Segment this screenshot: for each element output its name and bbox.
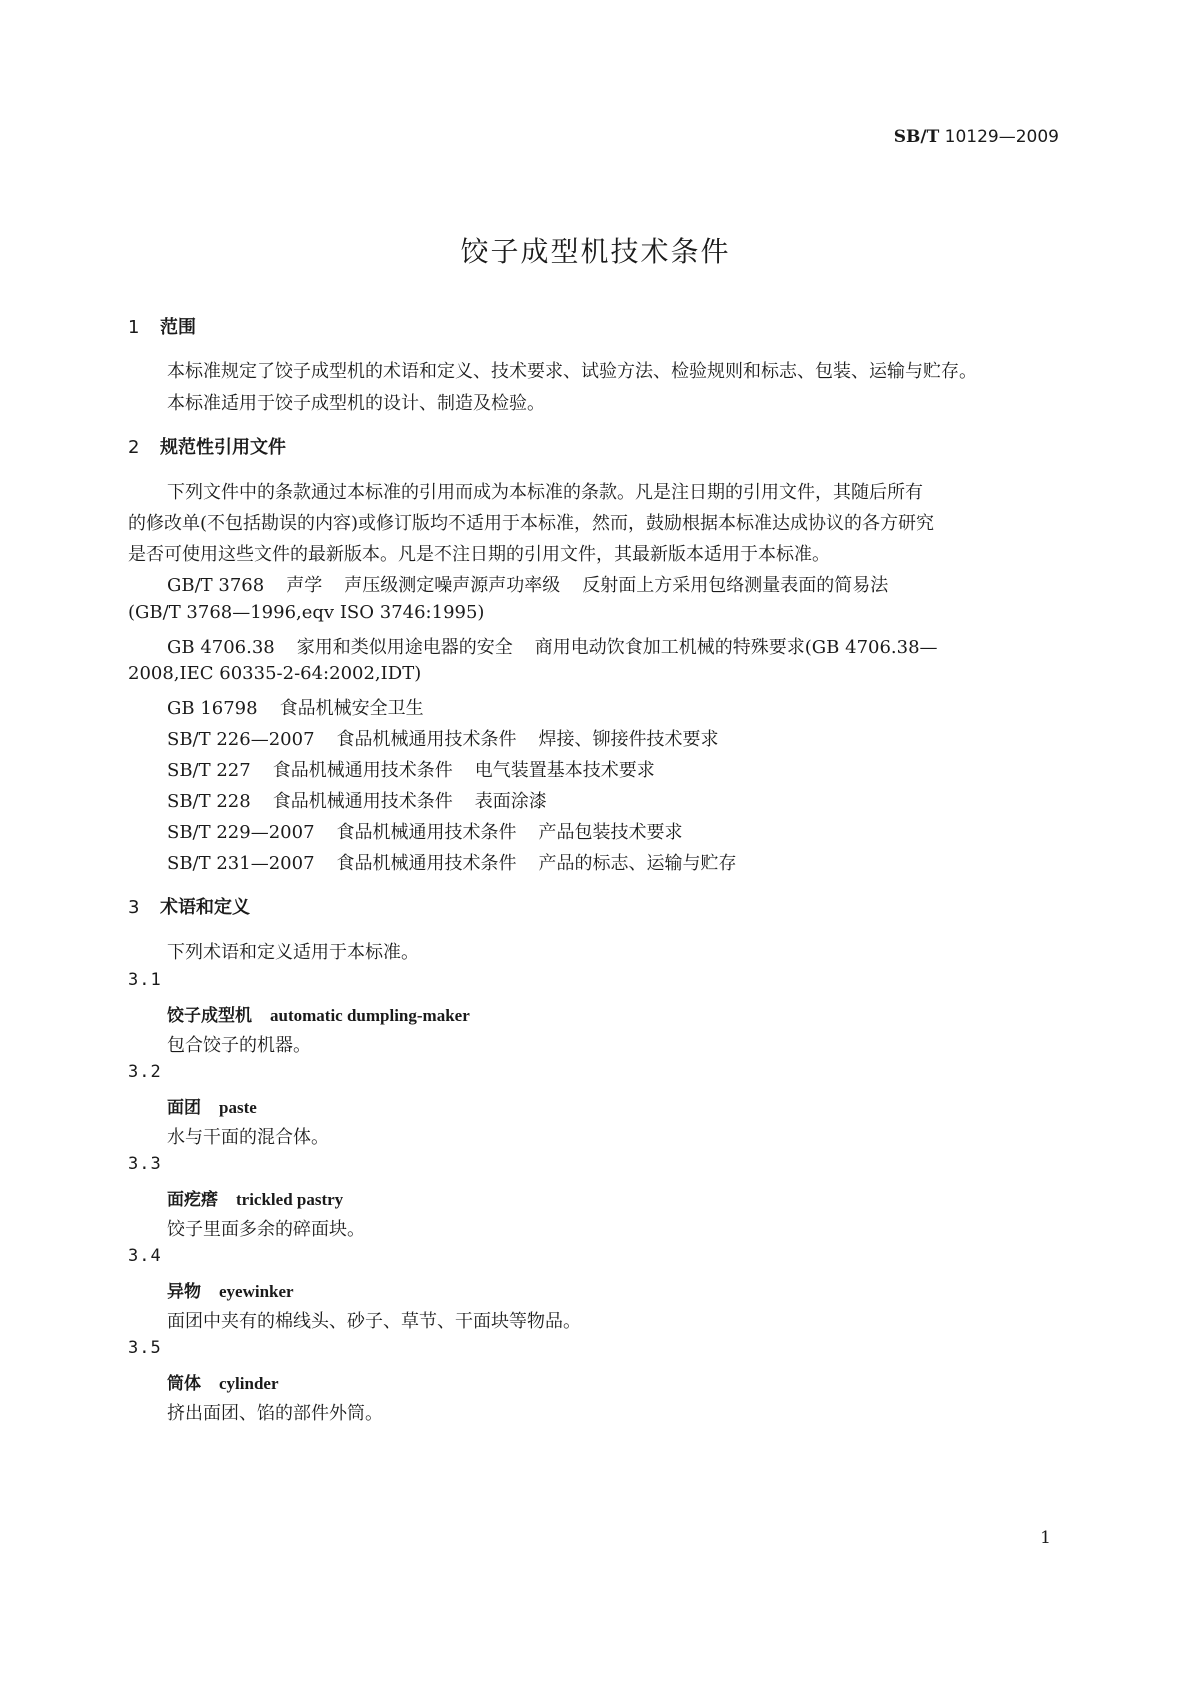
reference-item	[167, 787, 547, 813]
standard-number: 10129—2009	[944, 127, 1059, 147]
term-definition: 水与干面的混合体。	[167, 1127, 329, 1148]
normative-intro-line-2: 的修改单(不包括勘误的内容)或修订版均不适用于本标准，然而，鼓励根据本标准达成协议的各方研究	[128, 513, 935, 534]
term-zh: 面疙瘩	[167, 1190, 218, 1210]
term-en: trickled pastry	[236, 1190, 344, 1209]
reference-item	[167, 694, 424, 720]
reference-code: GB 16798	[167, 698, 258, 719]
term-zh: 面团	[167, 1098, 201, 1118]
reference-continuation: (GB/T 3768—1996,eqv ISO 3746:1995)	[128, 602, 485, 623]
reference-title: 食品机械通用技术条件	[336, 822, 517, 843]
reference-item	[167, 818, 683, 844]
reference-continuation: 2008,IEC 60335-2-64:2002,IDT)	[128, 663, 422, 684]
section-heading-3	[128, 893, 250, 919]
normative-intro-line-3: 是否可使用这些文件的最新版本。凡是不注日期的引用文件，其最新版本适用于本标准。	[128, 544, 830, 565]
term-definition: 饺子里面多余的碎面块。	[167, 1219, 365, 1240]
term-number: 3.5	[128, 1338, 162, 1358]
standard-code	[894, 127, 1059, 147]
reference-code: GB 4706.38	[167, 637, 275, 658]
term-heading	[167, 1093, 257, 1118]
reference-item	[167, 725, 719, 751]
reference-title: 声学	[286, 575, 323, 596]
standard-prefix: SB/T	[893, 127, 940, 147]
normative-intro-line-1: 下列文件中的条款通过本标准的引用而成为本标准的条款。凡是注日期的引用文件，其随后所有	[167, 482, 923, 503]
page-number: 1	[1040, 1528, 1051, 1548]
reference-title: 家用和类似用途电器的安全	[296, 637, 513, 658]
term-number: 3.1	[128, 970, 162, 990]
scope-paragraph-1: 本标准规定了饺子成型机的术语和定义、技术要求、试验方法、检验规则和标志、包装、运输与贮存。	[167, 361, 977, 382]
term-number: 3.2	[128, 1062, 162, 1082]
reference-title: 产品的标志、运输与贮存	[538, 853, 737, 874]
term-zh: 异物	[167, 1282, 201, 1302]
reference-item	[167, 849, 737, 875]
term-heading	[167, 1369, 279, 1394]
reference-code: SB/T 228	[167, 791, 251, 812]
reference-title: 焊接、铆接件技术要求	[538, 729, 719, 750]
section-number: 1	[128, 317, 140, 338]
terms-intro: 下列术语和定义适用于本标准。	[167, 942, 419, 963]
term-heading	[167, 1001, 470, 1026]
term-zh: 饺子成型机	[167, 1006, 252, 1026]
section-title: 范围	[160, 317, 196, 338]
reference-item	[167, 633, 938, 659]
reference-title: 食品机械通用技术条件	[336, 853, 517, 874]
term-en: cylinder	[219, 1374, 279, 1393]
reference-title: 商用电动饮食加工机械的特殊要求(GB 4706.38—	[534, 637, 938, 658]
document-title: 饺子成型机技术条件	[460, 235, 731, 268]
reference-title: 食品机械通用技术条件	[336, 729, 517, 750]
term-number: 3.3	[128, 1154, 162, 1174]
section-number: 2	[128, 437, 140, 458]
reference-code: GB/T 3768	[167, 575, 265, 596]
section-heading-1	[128, 313, 196, 339]
term-number: 3.4	[128, 1246, 162, 1266]
term-zh: 筒体	[167, 1374, 201, 1394]
section-title: 规范性引用文件	[160, 437, 286, 458]
reference-code: SB/T 229—2007	[167, 822, 315, 843]
section-number: 3	[128, 897, 140, 918]
reference-code: SB/T 227	[167, 760, 251, 781]
reference-code: SB/T 231—2007	[167, 853, 315, 874]
reference-item	[167, 756, 655, 782]
reference-title: 反射面上方采用包络测量表面的简易法	[582, 575, 889, 596]
reference-title: 电气装置基本技术要求	[474, 760, 655, 781]
section-heading-2	[128, 433, 286, 459]
term-definition: 挤出面团、馅的部件外筒。	[167, 1403, 383, 1424]
reference-code: SB/T 226—2007	[167, 729, 315, 750]
reference-item	[167, 571, 888, 597]
scope-paragraph-2: 本标准适用于饺子成型机的设计、制造及检验。	[167, 393, 545, 414]
reference-title: 食品机械通用技术条件	[272, 760, 453, 781]
section-title: 术语和定义	[160, 897, 250, 918]
term-heading	[167, 1185, 343, 1210]
term-definition: 包合饺子的机器。	[167, 1035, 311, 1056]
term-en: automatic dumpling-maker	[270, 1006, 470, 1025]
reference-title: 表面涂漆	[474, 791, 547, 812]
reference-title: 食品机械通用技术条件	[272, 791, 453, 812]
reference-title: 食品机械安全卫生	[279, 698, 424, 719]
term-heading	[167, 1277, 294, 1302]
term-en: eyewinker	[219, 1282, 294, 1301]
term-en: paste	[219, 1098, 257, 1117]
term-definition: 面团中夹有的棉线头、砂子、草节、干面块等物品。	[167, 1311, 581, 1332]
reference-title: 声压级测定噪声源声功率级	[344, 575, 561, 596]
reference-title: 产品包装技术要求	[538, 822, 683, 843]
